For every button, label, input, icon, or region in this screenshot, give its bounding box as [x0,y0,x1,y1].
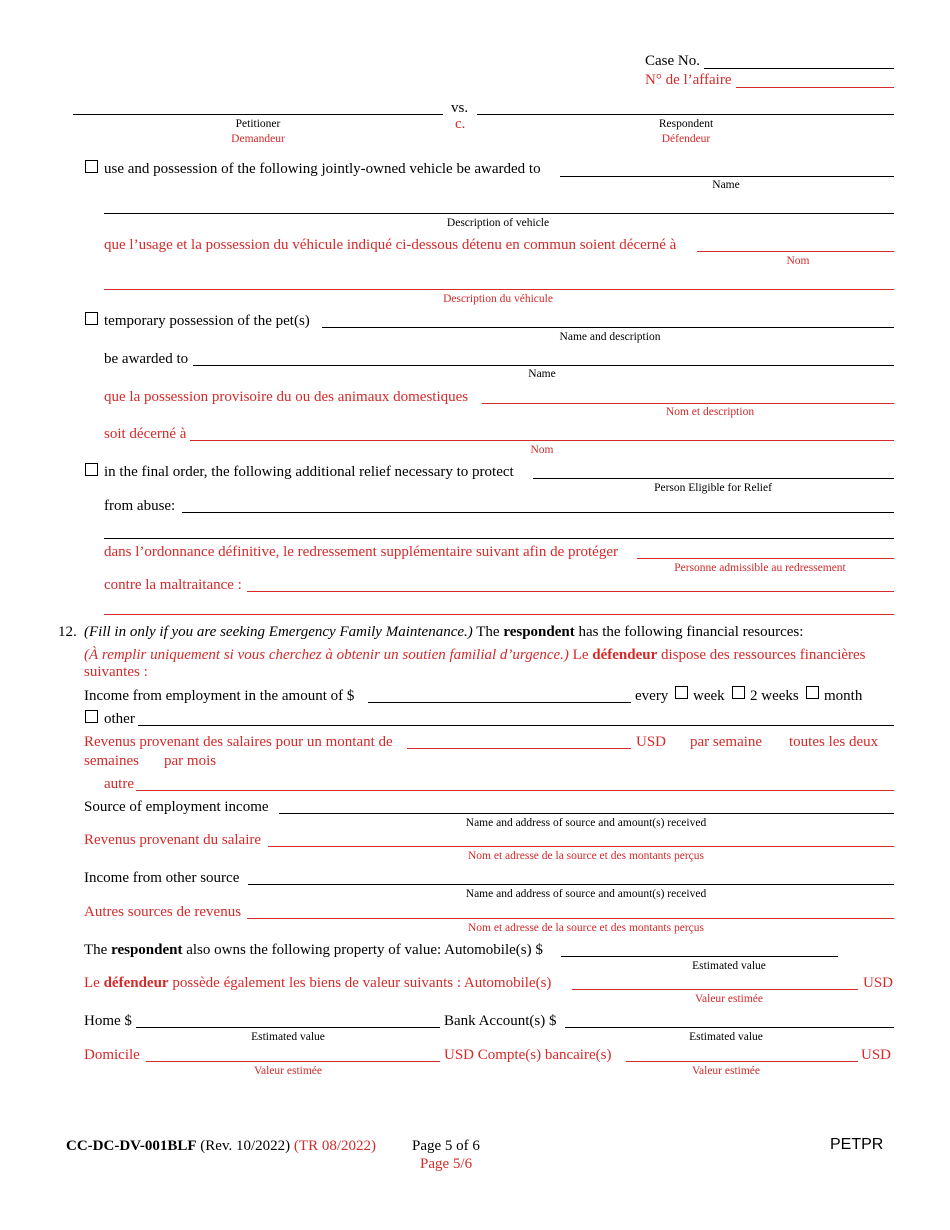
toutes-les-deux-label: toutes les deux [789,734,879,750]
two-weeks-checkbox[interactable] [732,686,745,699]
pets-name-caption-fr: Nom [530,444,554,456]
usd-automobile: USD [863,975,894,991]
semaines-label: semaines [84,753,139,769]
month-checkbox[interactable] [806,686,819,699]
relief-abuse-field-fr-1[interactable] [247,591,894,592]
home-caption-fr: Valeur estimée [253,1065,322,1077]
vs-label-fr: c. [455,116,466,132]
vehicle-desc-caption: Description of vehicle [446,217,550,229]
section-12-intro-fr: (À remplir uniquement si vous cherchez à obtenir un soutien familial d’urgence.) Le défendeur dispose des ressources financières [84,647,866,663]
pets-name-caption: Name [528,368,556,380]
vehicle-name-field[interactable] [560,176,894,177]
source-label-fr: Revenus provenant du salaire [84,832,262,848]
usd-compte-label: USD Compte(s) bancaire(s) [444,1047,612,1063]
section-12-number: 12. [58,624,77,640]
domicile-label: Domicile [84,1047,140,1063]
pets-awarded-name-field[interactable] [193,365,894,366]
vehicle-description-field[interactable] [104,213,894,214]
pets-checkbox[interactable] [85,312,98,325]
other-source-label: Income from other source [84,870,240,886]
vehicle-name-caption: Name [712,179,740,191]
usd-bank: USD [861,1047,892,1063]
automobile-value-field[interactable] [561,956,838,957]
petitioner-caption: Petitioner [235,118,281,130]
bank-value-field-fr[interactable] [626,1061,858,1062]
automobile-value-field-fr[interactable] [572,989,858,990]
relief-person-field[interactable] [533,478,894,479]
bank-caption-fr: Valeur estimée [691,1065,760,1077]
income-amount-field[interactable] [368,702,631,703]
bank-value-field[interactable] [565,1027,894,1028]
vehicle-text: use and possession of the following jointly-owned vehicle be awarded to [104,161,541,177]
property-label: The respondent also owns the following property of value: Automobile(s) $ [84,942,543,958]
source-field-fr[interactable] [268,846,894,847]
source-caption: Name and address of source and amount(s) received [465,817,707,829]
relief-from-abuse: from abuse: [104,498,176,514]
pets-name-desc-field[interactable] [322,327,894,328]
relief-from-abuse-fr: contre la maltraitance : [104,577,242,593]
week-checkbox[interactable] [675,686,688,699]
other-label: other [104,711,135,727]
par-semaine-label: par semaine [690,734,763,750]
other-source-field[interactable] [248,884,894,885]
pets-awarded-to-fr: soit décerné à [104,426,187,442]
pets-name-desc-caption-fr: Nom et description [665,406,755,418]
vehicle-text-fr: que l’usage et la possession du véhicule indiqué ci-dessous détenu en commun soient décerné à [104,237,677,253]
income-label: Income from employment in the amount of $ [84,688,355,704]
section-12-intro: (Fill in only if you are seeking Emergency Family Maintenance.) The respondent has the following financial resources: [84,624,804,640]
footer-form-id: CC-DC-DV-001BLF (Rev. 10/2022) (TR 08/2022) [66,1138,376,1154]
vs-label: vs. [451,100,469,116]
home-label: Home $ [84,1013,132,1029]
pets-awarded-to: be awarded to [104,351,189,367]
respondent-caption: Respondent [658,118,714,130]
other-source-caption: Name and address of source and amount(s) received [465,888,707,900]
source-label: Source of employment income [84,799,269,815]
home-value-field-fr[interactable] [146,1061,440,1062]
other-source-field-fr[interactable] [247,918,894,919]
vehicle-desc-caption-fr: Description du véhicule [443,293,553,305]
respondent-field[interactable] [477,114,894,115]
relief-checkbox[interactable] [85,463,98,476]
home-caption: Estimated value [251,1031,325,1043]
other-checkbox[interactable] [85,710,98,723]
automobile-caption-fr: Valeur estimée [694,993,763,1005]
other-source-caption-fr: Nom et adresse de la source et des montants perçus [468,922,704,934]
autre-field[interactable] [136,790,894,791]
case-no-label: Case No. [645,53,700,69]
petitioner-field[interactable] [73,114,443,115]
relief-person-caption: Person Eligible for Relief [654,482,772,494]
vehicle-description-field-fr[interactable] [104,289,894,290]
section-12-intro-fr-line2: suivantes : [84,664,148,680]
bank-label: Bank Account(s) $ [444,1013,557,1029]
bank-caption: Estimated value [689,1031,763,1043]
relief-abuse-field-1[interactable] [182,512,894,513]
vehicle-name-caption-fr: Nom [786,255,810,267]
footer-page-fr: Page 5/6 [420,1156,473,1172]
home-value-field[interactable] [136,1027,440,1028]
pets-text-fr: que la possession provisoire du ou des animaux domestiques [104,389,469,405]
week-label: week [693,688,725,704]
vehicle-name-field-fr[interactable] [697,251,894,252]
autre-label: autre [104,776,134,792]
relief-abuse-field-fr-2[interactable] [104,614,894,615]
petitioner-caption-fr: Demandeur [231,133,285,145]
case-no-field[interactable] [704,68,894,69]
every-label: every [635,688,669,704]
respondent-caption-fr: Défendeur [661,133,711,145]
usd-label: USD [636,734,667,750]
relief-abuse-field-2[interactable] [104,538,894,539]
footer-code: PETPR [830,1136,884,1153]
income-amount-field-fr[interactable] [407,748,631,749]
property-label-fr: Le défendeur possède également les biens de valeur suivants : Automobile(s) [84,975,552,991]
relief-text-fr: dans l’ordonnance définitive, le redressement supplémentaire suivant afin de protéger [104,544,618,560]
other-field[interactable] [138,725,894,726]
case-no-field-fr[interactable] [736,87,894,88]
other-source-label-fr: Autres sources de revenus [84,904,242,920]
pets-awarded-name-field-fr[interactable] [190,440,894,441]
source-field[interactable] [279,813,894,814]
pets-name-desc-field-fr[interactable] [482,403,894,404]
vehicle-checkbox[interactable] [85,160,98,173]
relief-text: in the final order, the following additional relief necessary to protect [104,464,514,480]
automobile-caption: Estimated value [692,960,766,972]
relief-person-field-fr[interactable] [637,558,894,559]
income-label-fr: Revenus provenant des salaires pour un montant de [84,734,393,750]
footer-page: Page 5 of 6 [412,1138,480,1154]
case-no-label-fr: N° de l’affaire [645,72,732,88]
pets-text: temporary possession of the pet(s) [104,313,310,329]
pets-name-desc-caption: Name and description [559,331,661,343]
source-caption-fr: Nom et adresse de la source et des montants perçus [468,850,704,862]
par-mois-label: par mois [164,753,217,769]
month-label: month [824,688,863,704]
relief-person-caption-fr: Personne admissible au redressement [674,562,846,574]
two-weeks-label: 2 weeks [750,688,799,704]
